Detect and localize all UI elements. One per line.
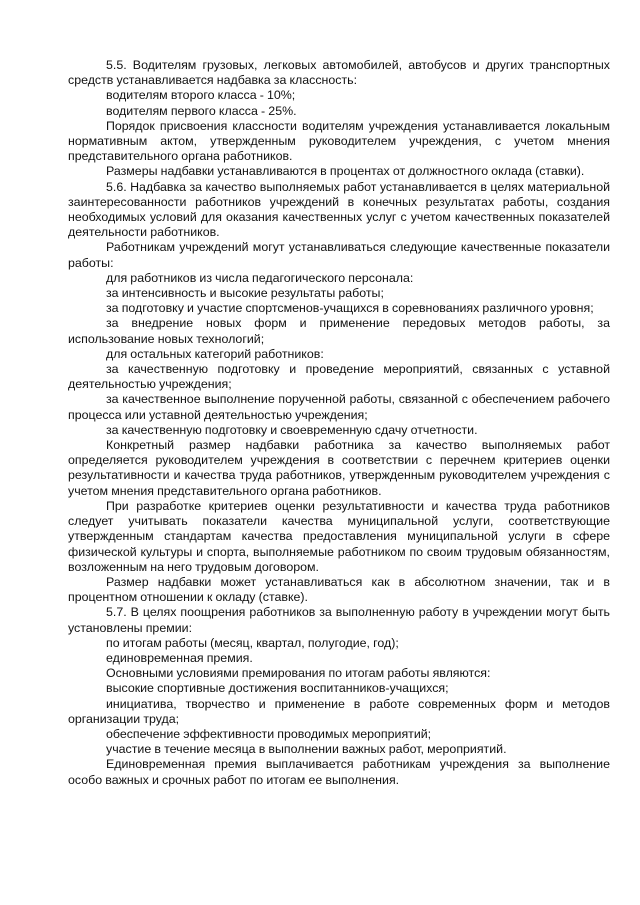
paragraph-participation: участие в течение месяца в выполнении важных работ, мероприятий. xyxy=(106,742,507,757)
paragraph-quality-indicators: Работникам учреждений могут устанавливаться следующие качественные показатели работы: xyxy=(68,240,610,270)
document-page xyxy=(68,58,610,788)
paragraph-reporting: за качественную подготовку и своевременную сдачу отчетности. xyxy=(106,422,478,437)
paragraph-main-conditions: Основными условиями премирования по итогам работы являются: xyxy=(106,666,491,681)
paragraph-specific-size: Конкретный размер надбавки работника за качество выполняемых работ определяется руководителем учреждения в соответствии с перечнем критериев оценки результативности и качества труда работников, утвержденным руководителем учреждения с учетом мнения представительного органа работников. xyxy=(68,438,610,498)
paragraph-sport-achievements: высокие спортивные достижения воспитанников-учащихся; xyxy=(106,681,449,696)
paragraph-5-5: 5.5. Водителям грузовых, легковых автомобилей, автобусов и других транспортных средств устанавливается надбавка за классность: xyxy=(68,58,610,88)
paragraph-5-6: 5.6. Надбавка за качество выполняемых работ устанавливается в целях материальной заинтересованности работников учреждений в конечных результатах работы, создания необходимых условий для оказания качественных услуг с учетом качественных показателей деятельности работников. xyxy=(68,179,610,240)
paragraph-criteria: При разработке критериев оценки результативности и качества труда работников следует учитывать показатели качества муниципальной услуги, соответствующие утвержденным стандартам качества предоставления муниципальной услуги в сфере физической культуры и спорта, выполняемые работником по своим трудовым обязанностям, возложенным на него трудовым договором. xyxy=(68,498,610,574)
paragraph-one-time-bonus: единовременная премия. xyxy=(106,650,253,665)
paragraph-period-results: по итогам работы (месяц, квартал, полугодие, год); xyxy=(106,635,399,650)
paragraph-other-staff: для остальных категорий работников: xyxy=(106,346,324,361)
paragraph-one-time-payment: Единовременная премия выплачивается работникам учреждения за выполнение особо важных и срочных работ по итогам ее выполнения. xyxy=(68,757,610,787)
paragraph-5-7: 5.7. В целях поощрения работников за выполненную работу в учреждении могут быть установлены премии: xyxy=(68,605,610,635)
paragraph-pedagogical-staff: для работников из числа педагогического персонала: xyxy=(106,270,414,285)
paragraph-driver-class-2: водителям второго класса - 10%; xyxy=(106,88,296,103)
paragraph-class-assignment: Порядок присвоения классности водителям учреждения устанавливается локальным нормативным актом, утвержденным руководителем учреждения, с учетом мнения представительного органа работников. xyxy=(68,118,610,164)
paragraph-bonus-size: Размеры надбавки устанавливаются в процентах от должностного оклада (ставки). xyxy=(106,164,585,179)
paragraph-events: за качественную подготовку и проведение мероприятий, связанных с уставной деятельностью учреждения; xyxy=(68,362,610,392)
paragraph-competitions: за подготовку и участие спортсменов-учащихся в соревнованиях различного уровня; xyxy=(106,301,594,316)
paragraph-absolute-value: Размер надбавки может устанавливаться как в абсолютном значении, так и в процентном отношении к окладу (ставке). xyxy=(68,574,610,605)
paragraph-new-methods: за внедрение новых форм и применение передовых методов работы, за использование новых технологий; xyxy=(68,316,610,346)
paragraph-assigned-work: за качественное выполнение порученной работы, связанной с обеспечением рабочего процесса или уставной деятельностью учреждения; xyxy=(68,392,610,422)
paragraph-driver-class-1: водителям первого класса - 25%. xyxy=(106,103,297,118)
paragraph-intensity: за интенсивность и высокие результаты работы; xyxy=(106,286,384,301)
paragraph-initiative: инициатива, творчество и применение в работе современных форм и методов организации труда; xyxy=(68,696,610,726)
paragraph-efficiency: обеспечение эффективности проводимых мероприятий; xyxy=(106,726,432,741)
